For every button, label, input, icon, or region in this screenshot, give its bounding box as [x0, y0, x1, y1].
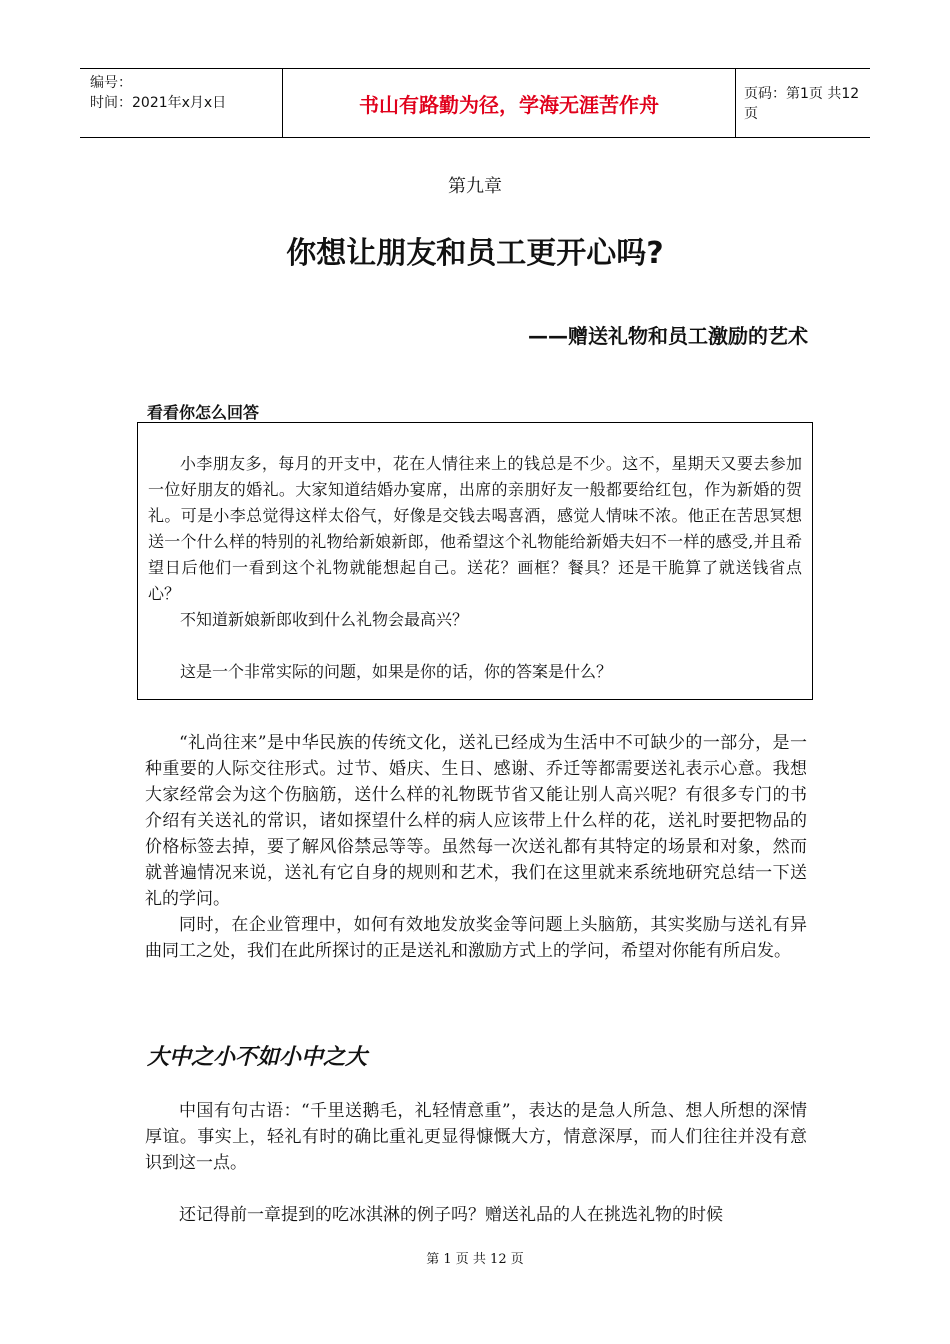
- section-body: [145, 1098, 807, 1228]
- page-footer: 第 1 页 共 12 页: [426, 1252, 524, 1267]
- body-paragraph: “礼尚往来”是中华民族的传统文化，送礼已经成为生活中不可缺少的一部分，是一种重要的人际交往形式。过节、婚庆、生日、感谢、乔迁等都需要送礼表示心意。我想大家经常会为这个伤脑筋，送什么样的礼物既节省又能让别人高兴呢？有很多专门的书介绍有关送礼的常识，诸如探望什么样的病人应该带上什么样的花，送礼时要把物品的价格标签去掉，要了解风俗禁忌等等。虽然每一次送礼都有其特定的场景和对象，然而就普遍情况来说，送礼有它自身的规则和艺术，我们在这里就来系统地研究总结一下送礼的学问。: [145, 733, 807, 909]
- number-label: 编号：: [90, 75, 132, 91]
- header-table: [80, 68, 870, 138]
- quiz-box: [137, 422, 813, 700]
- body-paragraph: 中国有句古语：“千里送鹅毛，礼轻情意重”，表达的是急人所急、想人所想的深情厚谊。事实上，轻礼有时的确比重礼更显得慷慨大方，情意深厚，而人们往往并没有意识到这一点。: [145, 1101, 807, 1173]
- header-meta: [80, 69, 282, 137]
- header-motto: 书山有路勤为径，学海无涯苦作舟: [282, 69, 736, 137]
- page-title: 你想让朋友和员工更开心吗?: [286, 236, 664, 271]
- quiz-heading: 看看你怎么回答: [147, 403, 260, 422]
- header-page-info: 页码：第1页 共12页: [744, 86, 860, 122]
- body-paragraph: 同时，在企业管理中，如何有效地发放奖金等问题上头脑筋，其实奖励与送礼有异曲同工之处，我们在此所探讨的正是送礼和激励方式上的学问，希望对你能有所启发。: [145, 915, 807, 961]
- time-label: 时间：2021年x月x日: [90, 95, 227, 111]
- quiz-paragraph: 这是一个非常实际的问题，如果是你的话，你的答案是什么？: [180, 662, 613, 681]
- quiz-paragraph: 小李朋友多，每月的开支中，花在人情往来上的钱总是不少。这不，星期天又要去参加一位好朋友的婚礼。大家知道结婚办宴席，出席的亲朋好友一般都要给红包，作为新婚的贺礼。可是小李总觉得这样太俗气，好像是交钱去喝喜酒，感觉人情味不浓。他正在苦思冥想送一个什么样的特别的礼物给新娘新郎，他希望这个礼物能给新婚夫妇不一样的感受,并且希望日后他们一看到这个礼物就能想起自己。送花？画框？餐具？还是干脆算了就送钱省点心？: [148, 454, 802, 603]
- intro-section: [145, 730, 807, 964]
- quiz-paragraph: 不知道新娘新郎收到什么礼物会最高兴？: [180, 610, 469, 629]
- body-paragraph: 还记得前一章提到的吃冰淇淋的例子吗？赠送礼品的人在挑选礼物的时候: [179, 1205, 723, 1225]
- page-subtitle: ——赠送礼物和员工激励的艺术: [528, 324, 808, 348]
- section-title: 大中之小不如小中之大: [147, 1044, 368, 1070]
- chapter-label: 第九章: [448, 176, 502, 197]
